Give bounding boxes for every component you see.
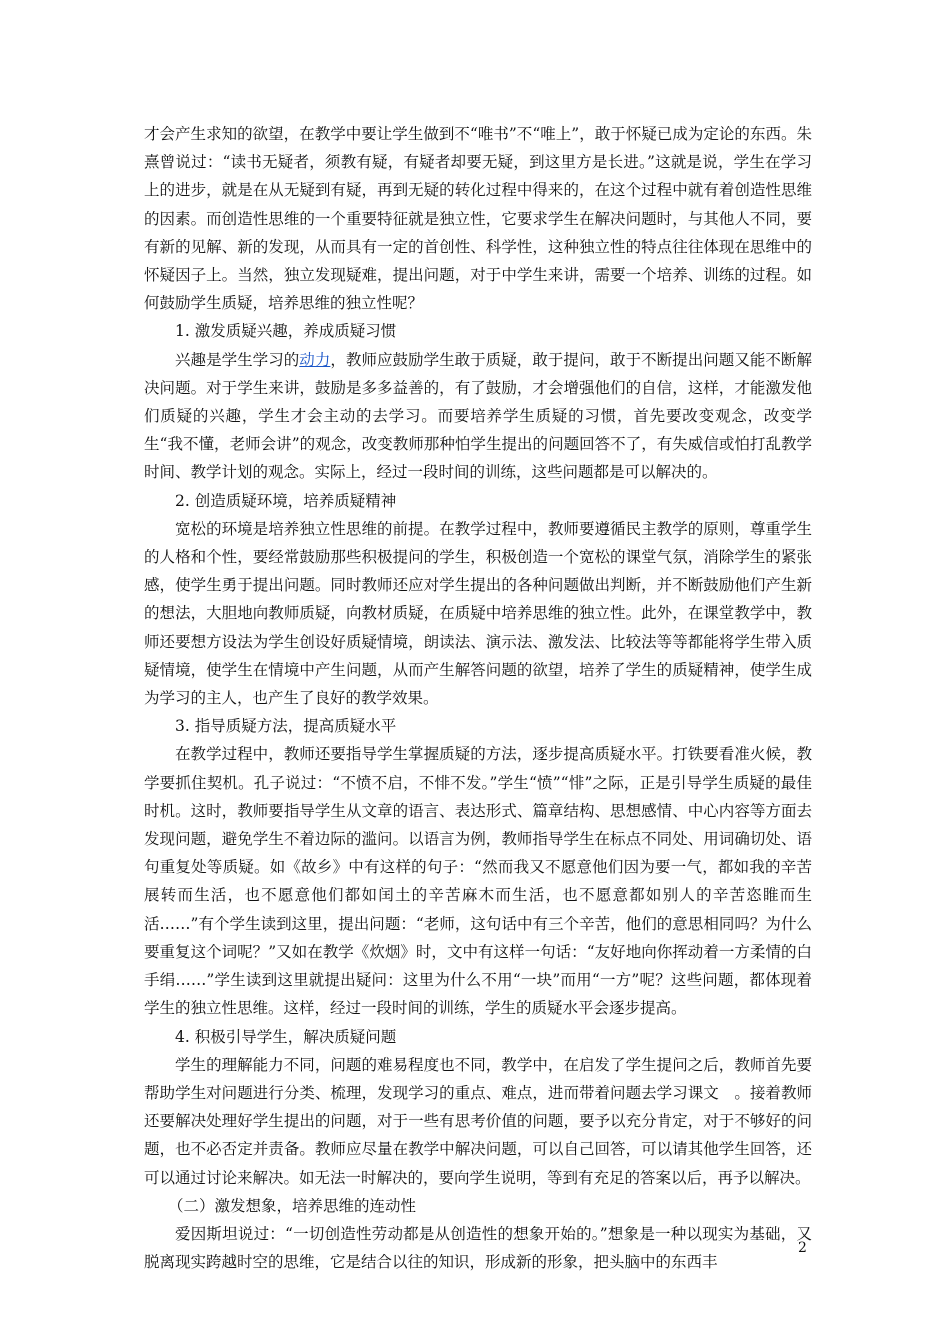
- page-number: 2: [798, 1240, 807, 1256]
- section-1-paragraph: [144, 346, 812, 487]
- part-2-paragraph: 爱因斯坦说过：“一切创造性劳动都是从创造性的想象开始的。”想象是一种以现实为基础，又脱离现实跨越时空的思维，它是结合以往的知识，形成新的形象，把头脑中的东西丰: [144, 1224, 812, 1272]
- section-1-text-end: ，教师应鼓励学生敢于质疑，敢于提问，敢于不断提出问题又能不断解决问题。对于学生来讲，鼓励是多多益善的，有了鼓励，才会增强他们的自信，这样，才能激发他们质疑的兴趣，学生才会主动的去学习。而要培养学生质疑的习惯，首先要改变观念，改变学生“我不懂，老师会讲”的观念，改变教师那种怕学生提出的问题回答不了，有失威信或怕打乱教学时间、教学计划的观念。实际上，经过一段时间的训练，这些问题都是可以解决的。: [144, 350, 812, 482]
- section-2-heading: 2. 创造质疑环境，培养质疑精神: [175, 491, 397, 510]
- document-body: [144, 120, 812, 1276]
- section-2-paragraph: 宽松的环境是培养独立性思维的前提。在教学过程中，教师要遵循民主教学的原则，尊重学生的人格和个性，要经常鼓励那些积极提问的学生，积极创造一个宽松的课堂气氛，消除学生的紧张感，使学生勇于提出问题。同时教师还应对学生提出的各种问题做出判断，并不断鼓励他们产生新的想法，大胆地向教师质疑，向教材质疑，在质疑中培养思维的独立性。此外，在课堂教学中，教师还要想方设法为学生创设好质疑情境，朗读法、演示法、激发法、比较法等等都能将学生带入质疑情境，使学生在情境中产生问题，从而产生解答问题的欲望，培养了学生的质疑精神，使学生成为学习的主人，也产生了良好的教学效果。: [144, 519, 812, 708]
- part-2-heading: （二）激发想象，培养思维的连动性: [168, 1196, 417, 1215]
- section-3-paragraph: 在教学过程中，教师还要指导学生掌握质疑的方法，逐步提高质疑水平。打铁要看准火候，教学要抓住契机。孔子说过：“不愤不启，不悱不发。”学生“愤”“悱”之际，正是引导学生质疑的最佳时机。这时，教师要指导学生从文章的语言、表达形式、篇章结构、思想感情、中心内容等方面去发现问题，避免学生不着边际的滥问。以语言为例，教师指导学生在标点不同处、用词确切处、语句重复处等质疑。如《故乡》中有这样的句子：“然而我又不愿意他们因为要一气，都如我的辛苦展转而生活，也不愿意他们都如闰土的辛苦麻木而生活，也不愿意都如别人的辛苦恣睢而生活……”有个学生读到这里，提出问题：“老师，这句话中有三个辛苦，他们的意思相同吗？为什么要重复这个词呢？”又如在教学《炊烟》时，文中有这样一句话：“友好地向你挥动着一方柔情的白手绢……”学生读到这里就提出疑问：这里为什么不用“一块”而用“一方”呢？这些问题，都体现着学生的独立性思维。这样，经过一段时间的训练，学生的质疑水平会逐步提高。: [144, 745, 812, 1018]
- intro-paragraph: 才会产生求知的欲望，在教学中要让学生做到不“唯书”不“唯上”，敢于怀疑已成为定论的东西。朱熹曾说过：“读书无疑者，须教有疑，有疑者却要无疑，到这里方是长进。”这就是说，学生在学习上的进步，就是在从无疑到有疑，再到无疑的转化过程中得来的，在这个过程中就有着创造性思维的因素。而创造性思维的一个重要特征就是独立性，它要求学生在解决问题时，与其他人不同，要有新的见解、新的发现，从而具有一定的首创性、科学性，这种独立性的特点往往体现在思维中的怀疑因子上。当然，独立发现疑难，提出问题，对于中学生来讲，需要一个培养、训练的过程。如何鼓励学生质疑，培养思维的独立性呢？: [144, 125, 812, 313]
- section-4-heading: 4. 积极引导学生，解决质疑问题: [175, 1027, 397, 1046]
- section-4-paragraph: 学生的理解能力不同，问题的难易程度也不同，教学中，在启发了学生提问之后，教师首先要帮助学生对问题进行分类、梳理，发现学习的重点、难点，进而带着问题去学习课文 。接着教师还要解决处理好学生提出的问题，对于一些有思考价值的问题，要予以充分肯定，对于不够好的问题，也不必否定并责备。教师应尽量在教学中解决问题，可以自己回答，可以请其他学生回答，还可以通过讨论来解决。如无法一时解决的，要向学生说明，等到有充足的答案以后，再予以解决。: [144, 1055, 812, 1187]
- section-1-text-start: 兴趣是学生学习的: [175, 350, 300, 369]
- section-3-heading: 3. 指导质疑方法，提高质疑水平: [175, 717, 397, 736]
- motivation-link[interactable]: 动力: [299, 350, 331, 369]
- section-1-heading: 1. 激发质疑兴趣，养成质疑习惯: [175, 322, 397, 341]
